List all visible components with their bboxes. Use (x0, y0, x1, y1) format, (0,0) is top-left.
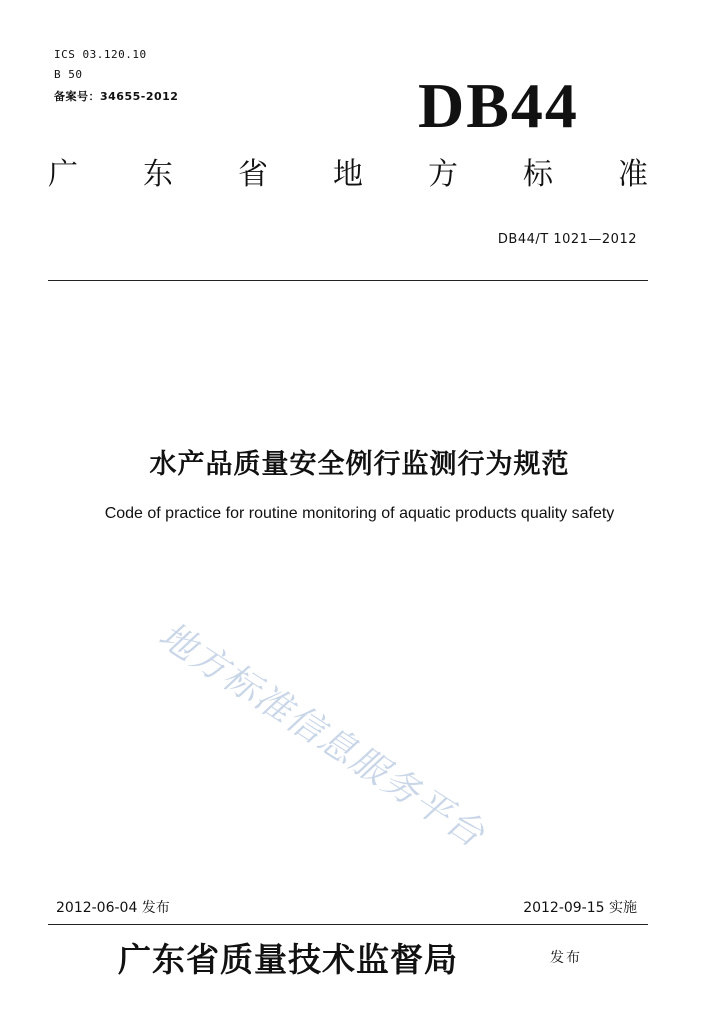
standard-type-char: 方 (428, 157, 458, 192)
standard-type-char: 东 (143, 157, 173, 192)
document-title-chinese: 水产品质量安全例行监测行为规范 (149, 449, 570, 480)
standard-type-char: 地 (333, 157, 363, 192)
ics-code: ICS 03.120.10 (54, 48, 147, 61)
issue-date: 2012-06-04 发布 (56, 900, 170, 916)
footer-divider (48, 924, 648, 925)
watermark: 地方标准信息服务平台 (151, 614, 493, 857)
standard-type-char: 广 (48, 157, 78, 192)
standard-type-char: 标 (523, 157, 553, 192)
standard-type-char: 准 (618, 157, 648, 192)
filing-number: 备案号：34655-2012 (54, 90, 179, 103)
standard-type-char: 省 (238, 157, 268, 192)
header-divider (48, 280, 648, 281)
standard-code-logo: DB44 (418, 70, 579, 141)
standard-type-heading (48, 157, 648, 192)
classification-code: B 50 (54, 68, 83, 81)
issuer-action: 发布 (550, 950, 582, 966)
issuing-authority: 广东省质量技术监督局 (118, 940, 458, 979)
document-title-english: Code of practice for routine monitoring of aquatic products quality safety (104, 505, 615, 522)
standard-number: DB44/T 1021—2012 (497, 232, 637, 247)
implementation-date: 2012-09-15 实施 (523, 900, 637, 916)
